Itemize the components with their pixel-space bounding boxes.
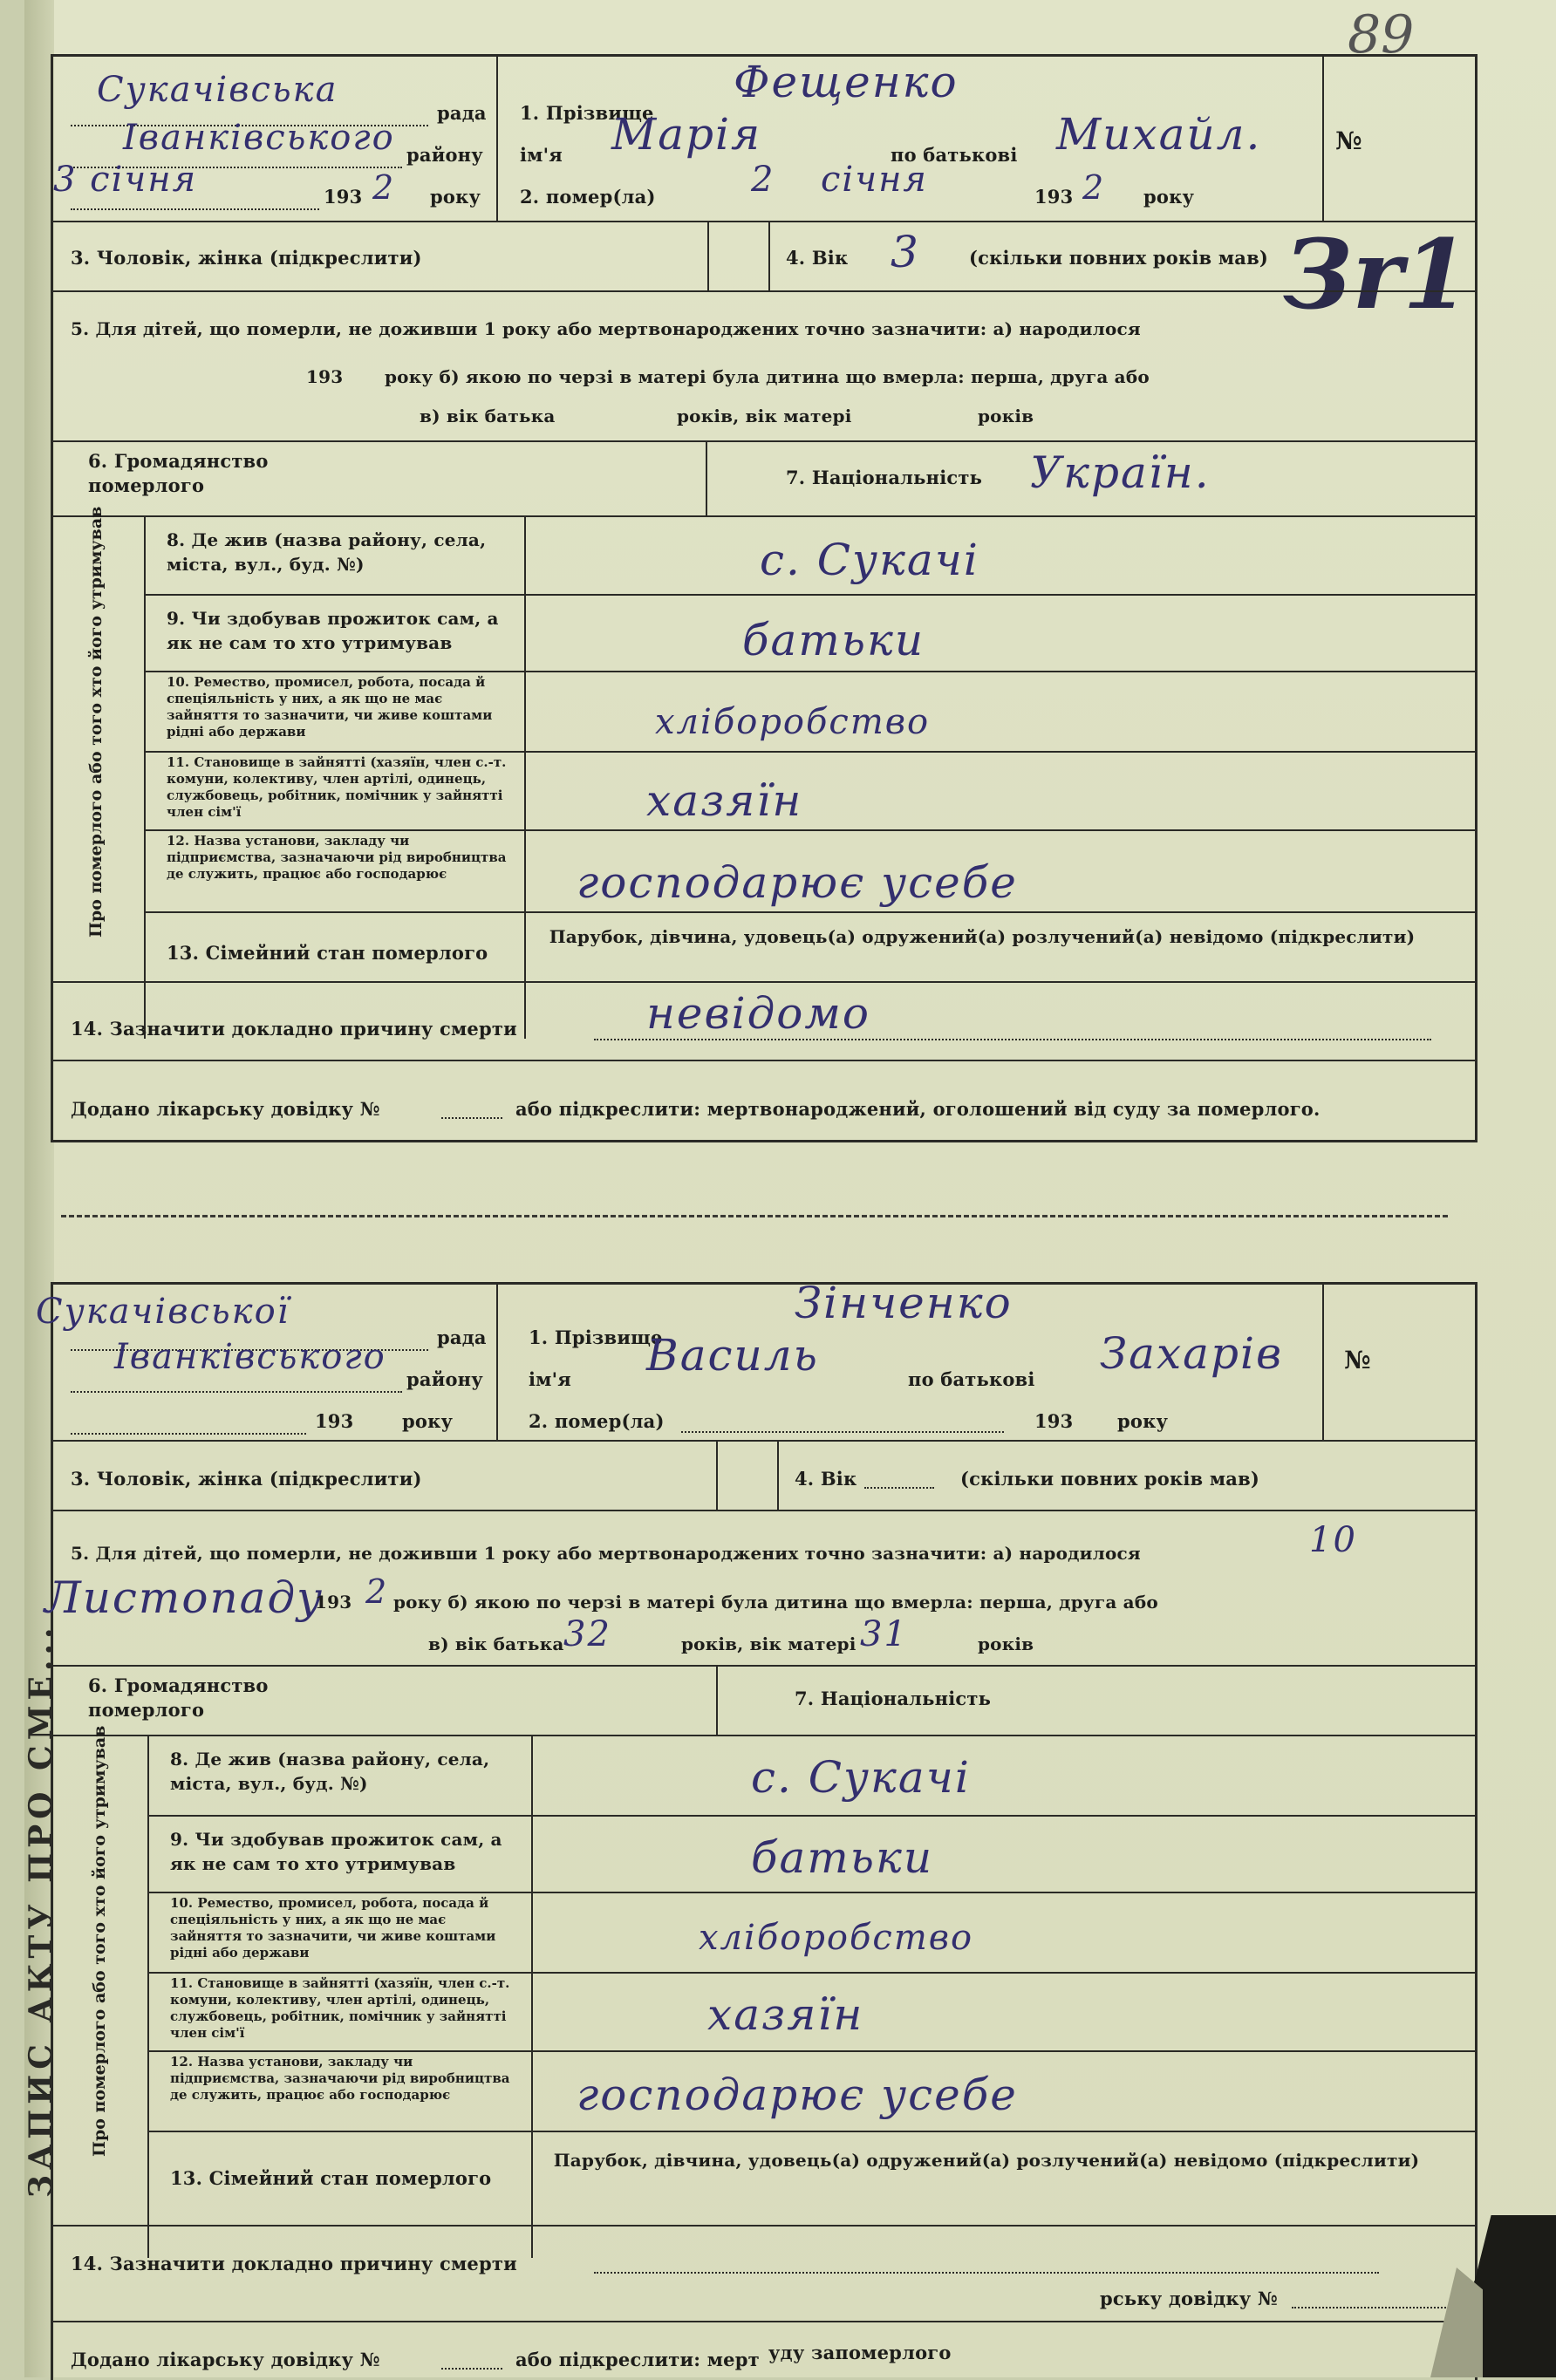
date-value: 3 січня (53, 160, 198, 200)
rada-label: рада (437, 1326, 487, 1348)
occupation-value: хліборобство (699, 1918, 974, 1958)
rada-value: Сукачівська (97, 70, 338, 110)
certificate-options-tail: уду запомерлого (768, 2342, 952, 2363)
years-label: років (978, 1633, 1034, 1654)
position-label: 11. Становище в зайнятті (хазяїн, член с.-т. комуни, колективу, член артілі, одинець, службовець, робітник, помічник у зайнятті член сім'ї (167, 754, 507, 820)
died-day-value: 2 (751, 160, 775, 200)
died-year-prefix: 193 (1034, 186, 1074, 208)
infant-label: 5. Для дітей, що померли, не доживши 1 року або мертвонароджених точно зазначити: а) народилося (71, 1543, 1141, 1564)
mother-age-label: років, вік матері (677, 406, 852, 426)
page-number: 89 (1348, 4, 1415, 65)
raion-label: району (406, 1368, 483, 1390)
residence-value: с. Сукачі (751, 1752, 971, 1803)
infant-year-prefix: 193 (315, 1592, 352, 1613)
institution-label: 12. Назва установи, закладу чи підприємства, зазначаючи рід виробництва де служить, працює або господарює (167, 833, 507, 882)
died-year-digit: 2 (1082, 168, 1106, 207)
cause-value: невідомо (646, 988, 870, 1039)
born-month-value: Листопаду (44, 1572, 324, 1623)
citizenship-label: 6. Громадянство померлого (88, 450, 269, 496)
father-age-label: в) вік батька (428, 1633, 564, 1654)
institution-value: господарює усебе (577, 2070, 1018, 2120)
citizenship-label: 6. Громадянство померлого (88, 1674, 269, 1721)
support-label: 9. Чи здобував прожиток сам, а як не сам то хто утримував (167, 608, 499, 653)
institution-label: 12. Назва установи, закладу чи підприємства, зазначаючи рід виробництва де служить, працює або господарює (170, 2054, 510, 2103)
position-value: хазяїн (707, 1989, 864, 2040)
year-digit: 2 (372, 168, 396, 207)
raion-value: Іванківського (123, 118, 395, 158)
support-value: батьки (751, 1832, 934, 1883)
died-year-label: року (1143, 186, 1195, 208)
raion-value: Іванківського (114, 1337, 386, 1377)
record-form-1 (51, 54, 1478, 1142)
mother-age-value: 31 (860, 1614, 908, 1654)
died-label: 2. помер(ла) (529, 1410, 665, 1432)
side-title: ЗАПИС АКТУ ПРО СМЕ... (23, 1622, 59, 2198)
family-status-options: Парубок, дівчина, удовець(а) одружений(а) розлучений(а) невідомо (підкреслити) (553, 2150, 1420, 2171)
died-label: 2. помер(ла) (520, 186, 656, 208)
occupation-label: 10. Ремество, промисел, робота, посада й спеціяльність у них, а як що не має зайняття то зазначити, чи живе коштами рідні або держави (170, 1895, 496, 1961)
father-age-value: 32 (563, 1614, 611, 1654)
certificate-options-partial: або підкреслити: мерт (515, 2349, 760, 2370)
infant-year-prefix: 193 (306, 366, 344, 387)
years-label: років (978, 406, 1034, 426)
institution-value: господарює усебе (577, 857, 1018, 908)
cut-line (61, 1215, 1448, 1217)
patronymic-label: по батькові (891, 144, 1018, 166)
residence-label: 8. Де жив (назва району, села, міста, вул., буд. №) (167, 529, 487, 575)
year-label: року (430, 186, 481, 208)
nationality-label: 7. Національність (786, 467, 983, 488)
certificate-label: Додано лікарську довідку № (71, 2349, 380, 2370)
support-label: 9. Чи здобував прожиток сам, а як не сам то хто утримував (170, 1829, 502, 1874)
patronymic-label: по батькові (908, 1368, 1035, 1390)
family-status-label: 13. Сімейний стан померлого (167, 942, 488, 964)
residence-value: с. Сукачі (760, 535, 979, 585)
year-label: року (402, 1410, 454, 1432)
residence-label: 8. Де жив (назва району, села, міста, вул., буд. №) (170, 1749, 490, 1794)
name-label: ім'я (520, 144, 563, 166)
age-label: 4. Вік (786, 247, 849, 269)
age-value: 3 (891, 227, 920, 277)
nationality-label: 7. Національність (795, 1688, 992, 1709)
number-label: № (1344, 1346, 1371, 1374)
position-value: хазяїн (646, 775, 803, 826)
gender-label: 3. Чоловік, жінка (підкреслити) (71, 247, 422, 269)
patronymic-value: Захарів (1100, 1328, 1284, 1379)
patronymic-value: Михайл. (1056, 109, 1262, 160)
infant-order-label: року б) якою по черзі в матері була дитина що вмерла: перша, друга або (393, 1592, 1158, 1613)
cause-label: 14. Зазначити докладно причину смерти (71, 1018, 517, 1040)
cause-label: 14. Зазначити докладно причину смерти (71, 2253, 517, 2274)
born-day-value: 10 (1309, 1520, 1357, 1560)
occupation-value: хліборобство (655, 702, 931, 742)
position-label: 11. Становище в зайнятті (хазяїн, член с.-т. комуни, колективу, член артілі, одинець, службовець, робітник, помічник у зайнятті член сім'ї (170, 1975, 510, 2041)
name-value: Марія (611, 109, 762, 160)
certificate-label: Додано лікарську довідку № (71, 1098, 380, 1120)
infant-order-label: року б) якою по черзі в матері була дитина що вмерла: перша, друга або (385, 366, 1150, 387)
age-label: 4. Вік (795, 1468, 857, 1490)
nationality-value: Україн. (1030, 447, 1211, 498)
age-note: (скільки повних років мав) (969, 247, 1269, 269)
support-value: батьки (742, 615, 925, 665)
vertical-group-label: Про померлого або того хто його утримував (86, 506, 106, 938)
surname-value: Зінченко (795, 1278, 1013, 1328)
name-value: Василь (646, 1330, 819, 1381)
died-year-prefix: 193 (1034, 1410, 1074, 1432)
family-status-options: Парубок, дівчина, удовець(а) одружений(а) розлучений(а) невідомо (підкреслити) (549, 926, 1416, 947)
rada-label: рада (437, 102, 487, 124)
age-note: (скільки повних років мав) (960, 1468, 1260, 1490)
surname-label: 1. Прізвище (520, 102, 654, 124)
surname-value: Фещенко (734, 57, 959, 107)
family-status-label: 13. Сімейний стан померлого (170, 2167, 492, 2189)
year-prefix: 193 (315, 1410, 354, 1432)
gender-label: 3. Чоловік, жінка (підкреслити) (71, 1468, 422, 1490)
handwritten-mark: Зr1 (1283, 218, 1470, 331)
died-year-label: року (1117, 1410, 1169, 1432)
surname-label: 1. Прізвище (529, 1326, 663, 1348)
infant-label: 5. Для дітей, що померли, не доживши 1 року або мертвонароджених точно зазначити: а) народилося (71, 318, 1141, 339)
died-month-value: січня (821, 160, 928, 200)
raion-label: району (406, 144, 483, 166)
certificate-tail: рську довідку № (1100, 2288, 1278, 2309)
born-year-digit: 2 (365, 1572, 389, 1611)
number-label: № (1335, 126, 1362, 155)
mother-age-label: років, вік матері (681, 1633, 856, 1654)
vertical-group-label: Про померлого або того хто його утримував (90, 1725, 109, 2157)
certificate-options: або підкреслити: мертвонароджений, оголошений від суду за померлого. (515, 1098, 1321, 1120)
rada-value: Сукачівської (36, 1292, 290, 1332)
name-label: ім'я (529, 1368, 571, 1390)
father-age-label: в) вік батька (420, 406, 556, 426)
year-prefix: 193 (324, 186, 363, 208)
occupation-label: 10. Ремество, промисел, робота, посада й спеціяльність у них, а як що не має зайняття то зазначити, чи живе коштами рідні або держави (167, 674, 493, 740)
